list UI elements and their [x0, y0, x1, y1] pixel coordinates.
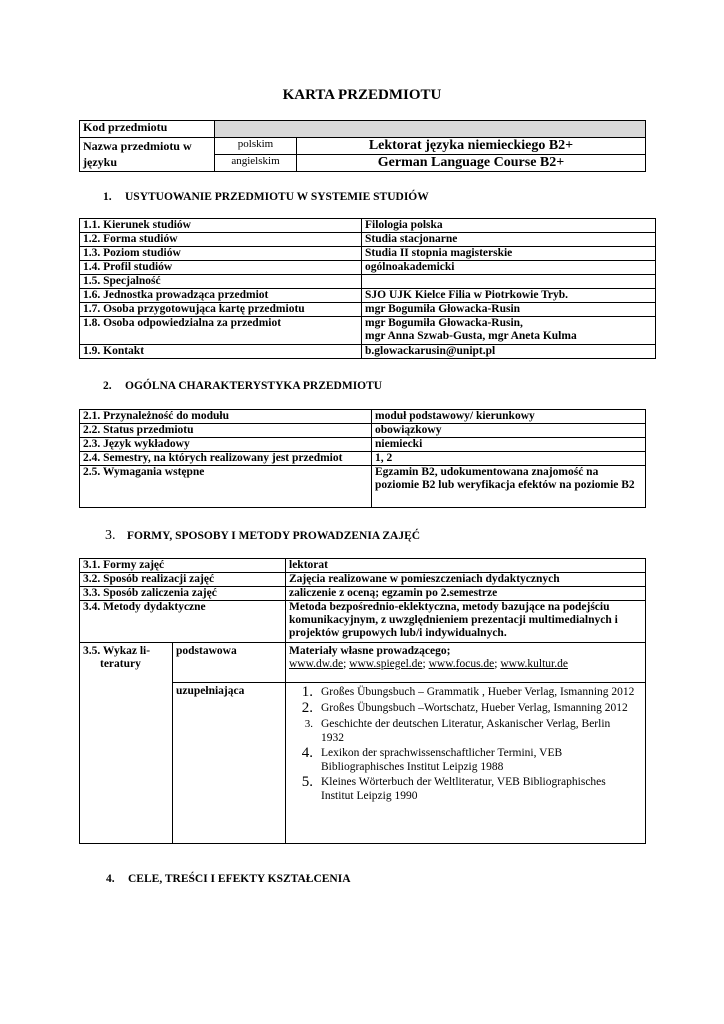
- link-kultur[interactable]: www.kultur.de: [500, 658, 568, 670]
- section-1-table: 1.1. Kierunek studiów Filologia polska 1.2. Forma studiów Studia stacjonarne 1.3. Poziom studiów Studia II stopnia magisterskie 1.4. Profil studiów ogólnoakademicki 1.5. Specjalność 1.6. Jednostka prowadząca przedmiot SJO UJK Kielce Filia w Piotrkowie Tryb. 1.7. Osoba przygotowująca kartę przedmiotu mgr Bogumiła Głowacka-Rusin 1.8. Osoba odpowiedzialna za przedmiot mgr Bogumiła Głowacka-Rusin, mgr Anna Szwab-Gusta, mgr Aneta Kulma 1.9. Kontakt b.glowackarusin@unipt.pl: [79, 218, 656, 359]
- section-3-heading: 3. FORMY, SPOSOBY I METODY PROWADZENIA ZAJĘĆ: [105, 528, 421, 543]
- list-item: 4. Lexikon der sprachwissenschaftlicher Termini, VEB Bibliographisches Institut Leipzig 1988: [301, 745, 563, 773]
- list-item: 1. Großes Übungsbuch – Grammatik , Hueber Verlag, Ismanning 2012: [301, 684, 635, 700]
- list-item: 3. Geschichte der deutschen Literatur, Askanischer Verlag, Berlin 1932: [304, 718, 611, 744]
- lang-en: angielskim: [215, 155, 297, 172]
- contact-email: b.glowackarusin@unipt.pl: [362, 345, 656, 359]
- section-1-heading: 1. USYTUOWANIE PRZEDMIOTU W SYSTEMIE STUDIÓW: [103, 191, 429, 203]
- nazwa-label: Nazwa przedmiotu w języku: [80, 138, 215, 172]
- list-item: 2. Großes Übungsbuch –Wortschatz, Hueber Verlag, Ismanning 2012: [301, 700, 628, 716]
- bibliography-list: [289, 685, 635, 803]
- podstawowa-label: podstawowa: [173, 643, 286, 683]
- name-pl: Lektorat języka niemieckiego B2+: [297, 138, 646, 155]
- name-en: German Language Course B2+: [297, 155, 646, 172]
- link-dw[interactable]: www.dw.de: [289, 658, 344, 670]
- lang-pl: polskim: [215, 138, 297, 155]
- uzupelniajaca-label: uzupełniająca: [173, 683, 286, 844]
- page-title: KARTA PRZEDMIOTU: [282, 87, 442, 103]
- literature-label: 3.5. Wykaz li- teratury: [80, 643, 173, 844]
- section-3-table: 3.1. Formy zajęć lektorat 3.2. Sposób realizacji zajęć Zajęcia realizowane w pomieszczeniach dydaktycznych 3.3. Sposób zaliczenia zajęć zaliczenie z oceną; egzamin po 2.semestrze 3.4. Metody dydaktyczne Metoda bezpośrednio-eklektyczna, metody bazujące na podejściu komunikacyjnym, z uwzględnieniem prezentacji multimedialnych i projektów grupowych lub/i indywidualnych. 3.5. Wykaz li- teratury podstawowa Materiały własne prowadzącego; www.dw.de; www.spiegel.de; www.focus.de; www.kultur.de uzupełniająca 1. Großes Übungsbuch – Grammatik , Hueber Verlag, Ismanning 2012 2. Großes Übungsbuch –Wortschatz, Hueber Verlag, Ismanning 2012 3. Geschichte der deutschen Literatur, Askanischer Verlag, Berlin 1932 4. Lexikon der sprachwissenschaftlicher Termini, VEB Bibliographisches Institut Leipzig 1988 5. Kleines Wörterbuch der Weltliteratur, VEB Bibliographisches Institut Leipzig 1990: [79, 558, 646, 844]
- literature-links: www.dw.de; www.spiegel.de; www.focus.de; www.kultur.de: [289, 658, 568, 670]
- section-2-heading: 2. OGÓLNA CHARAKTERYSTYKA PRZEDMIOTU: [103, 380, 383, 392]
- kod-label: Kod przedmiotu: [80, 121, 215, 138]
- header-table: [79, 120, 646, 172]
- kod-value: [215, 121, 646, 138]
- podstawowa-text: Materiały własne prowadzącego;: [289, 645, 451, 657]
- section-2-table: 2.1. Przynależność do modułu moduł podstawowy/ kierunkowy 2.2. Status przedmiotu obowiązkowy 2.3. Język wykładowy niemiecki 2.4. Semestry, na których realizowany jest przedmiot 1, 2 2.5. Wymagania wstępne Egzamin B2, udokumentowana znajomość na poziomie B2 lub weryfikacja efektów na poziomie B2: [79, 409, 646, 508]
- list-item: 5. Kleines Wörterbuch der Weltliteratur, VEB Bibliographisches Institut Leipzig 1990: [301, 774, 606, 802]
- link-focus[interactable]: www.focus.de: [428, 658, 495, 670]
- link-spiegel[interactable]: www.spiegel.de: [349, 658, 423, 670]
- section-4-heading: 4. CELE, TREŚCI I EFEKTY KSZTAŁCENIA: [106, 873, 351, 885]
